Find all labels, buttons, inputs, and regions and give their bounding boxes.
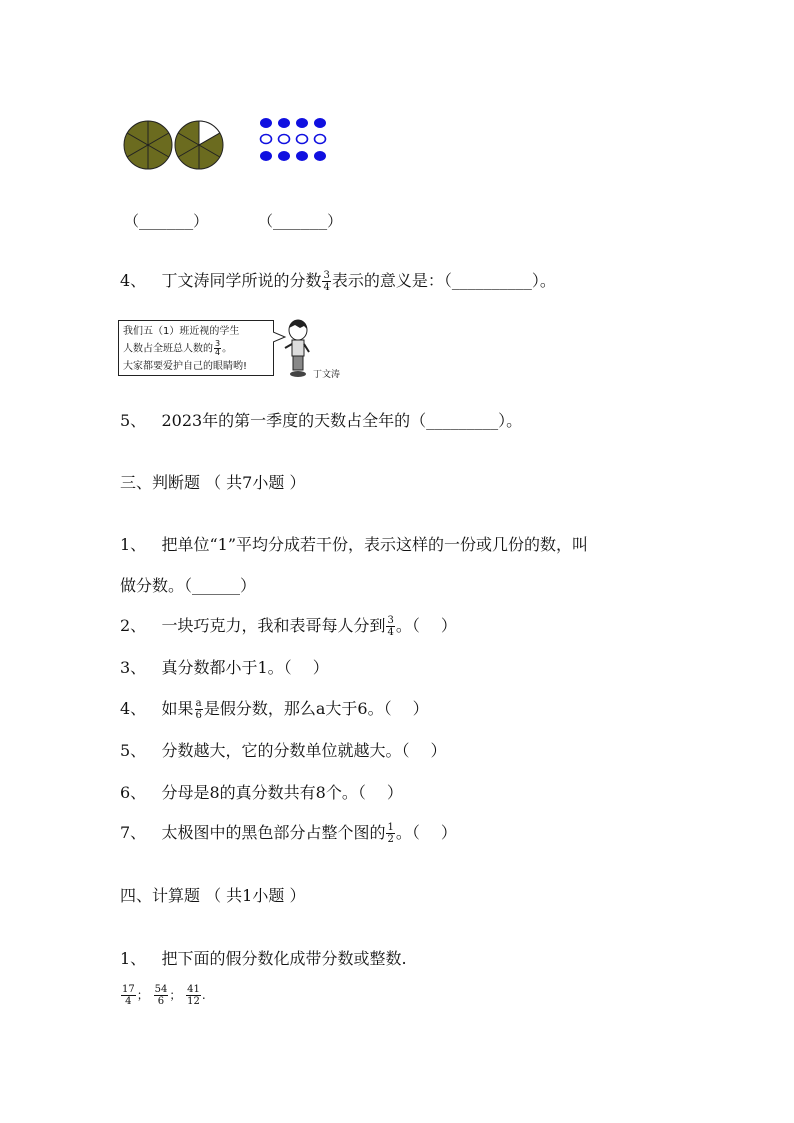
fraction: $\frac{a}{6}$	[195, 698, 202, 721]
judgement-7: 7、 太极图中的黑色部分占整个图的 $\frac{1}{2}$ 。（ ）	[120, 822, 457, 845]
judgement-6: 6、 分母是8的真分数共有8个。（ ）	[120, 783, 403, 802]
question-number: 1、	[120, 949, 147, 968]
fraction: $\frac{17}{4}$	[122, 984, 135, 1007]
question-number: 6、	[120, 783, 147, 802]
pie-five-sixths	[173, 119, 225, 171]
question-number: 5、	[120, 741, 147, 760]
dots-grid	[258, 116, 330, 164]
question-number: 1、	[120, 535, 147, 554]
question-5: 5、 2023年的第一季度的天数占全年的（_________）。	[120, 411, 523, 430]
fraction: $\frac{3}{4}$	[387, 615, 394, 638]
boy-illustration	[282, 318, 312, 380]
pie-six-sixths	[122, 119, 174, 171]
fraction: $\frac{3}{4}$	[323, 270, 330, 293]
judgement-5: 5、 分数越大，它的分数单位就越大。（ ）	[120, 741, 447, 760]
question-number: 4、	[120, 271, 147, 290]
question-4: 4、 丁文涛同学所说的分数 $\frac{3}{4}$ 表示的意义是：（__________）。	[120, 270, 556, 293]
fraction: $\frac{3}{4}$	[215, 339, 221, 357]
question-number: 2、	[120, 616, 147, 635]
question-number: 7、	[120, 823, 147, 842]
judgement-1-continued: 做分数。（______）	[120, 576, 257, 595]
calculation-1: 1、 把下面的假分数化成带分数或整数.	[120, 949, 407, 968]
judgement-2: 2、 一块巧克力，我和表哥每人分到 $\frac{3}{4}$ 。（ ）	[120, 615, 457, 638]
fraction: $\frac{54}{6}$	[154, 984, 168, 1007]
fraction: $\frac{41}{12}$	[187, 984, 200, 1007]
section-title-judgement: 三、判断题 （ 共7小题 ）	[120, 473, 306, 492]
judgement-1: 1、 把单位“1”平均分成若干份，表示这样的一份或几份的数，叫	[120, 535, 588, 554]
speech-bubble: 我们五（1）班近视的学生 人数占全班总人数的 $\frac{3}{4}$ 。 大家都要爱护自己的眼睛哟!	[118, 320, 274, 376]
question-number: 5、	[120, 411, 147, 430]
character-name: 丁文涛	[313, 370, 341, 380]
judgement-4: 4、 如果 $\frac{a}{6}$ 是假分数，那么a大于6。（ ）	[120, 698, 429, 721]
dots-answer-blank: （______）	[258, 212, 343, 230]
section-title-calculation: 四、计算题 （ 共1小题 ）	[120, 886, 306, 905]
calculation-fractions: $\frac{17}{4}$ ； $\frac{54}{6}$ ； $\frac{41}{12}$ .	[122, 984, 206, 1007]
pie-answer-blank: （______）	[124, 212, 209, 230]
judgement-3: 3、 真分数都小于1。（ ）	[120, 658, 329, 677]
fraction: $\frac{1}{2}$	[387, 822, 394, 845]
question-number: 4、	[120, 699, 147, 718]
question-number: 3、	[120, 658, 147, 677]
